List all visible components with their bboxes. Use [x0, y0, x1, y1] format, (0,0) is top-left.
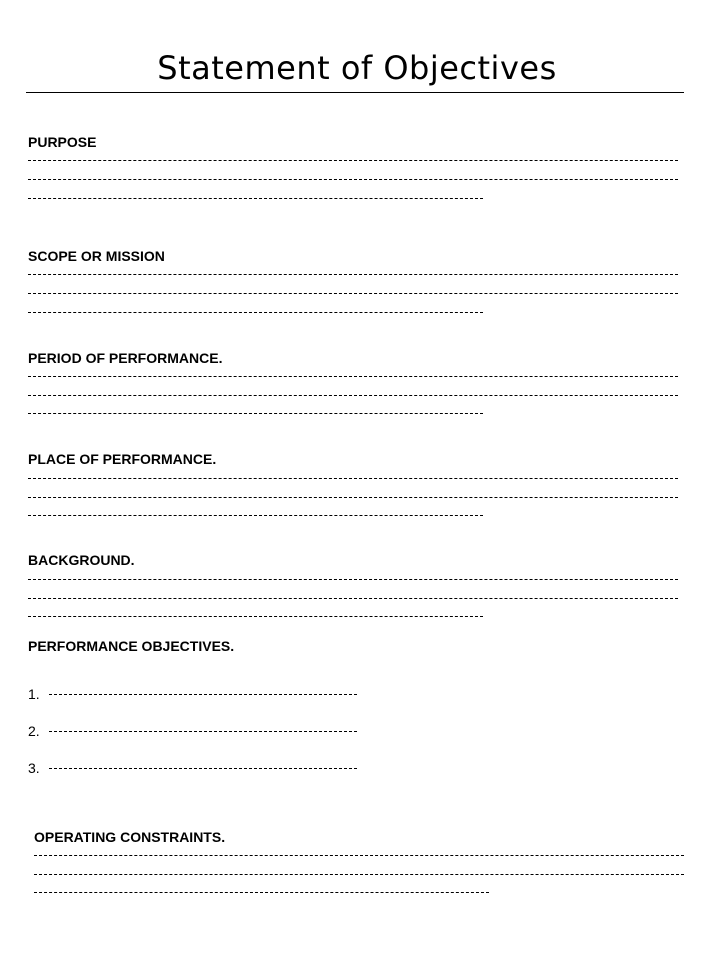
period-blank-line-1[interactable]: [28, 376, 678, 377]
place-blank-line-1[interactable]: [28, 478, 678, 479]
constraints-blank-line-2[interactable]: [34, 874, 684, 875]
purpose-blank-line-3[interactable]: [28, 198, 483, 199]
title-divider: [26, 92, 684, 93]
purpose-blank-line-2[interactable]: [28, 179, 678, 180]
constraints-blank-line-1[interactable]: [34, 855, 684, 856]
period-blank-line-3[interactable]: [28, 413, 483, 414]
constraints-blank-line-3[interactable]: [34, 892, 489, 893]
place-blank-line-2[interactable]: [28, 497, 678, 498]
purpose-blank-line-1[interactable]: [28, 160, 678, 161]
objective-number-3: 3.: [28, 760, 40, 776]
place-blank-line-3[interactable]: [28, 515, 483, 516]
objective-number-2: 2.: [28, 723, 40, 739]
section-heading-period: PERIOD OF PERFORMANCE.: [28, 350, 223, 366]
document-title: Statement of Objectives: [157, 49, 557, 87]
section-heading-objectives: PERFORMANCE OBJECTIVES.: [28, 638, 235, 654]
objective-blank-line-1[interactable]: [49, 694, 357, 695]
background-blank-line-2[interactable]: [28, 598, 678, 599]
section-heading-scope: SCOPE OR MISSION: [28, 248, 165, 264]
section-heading-background: BACKGROUND.: [28, 552, 135, 568]
period-blank-line-2[interactable]: [28, 395, 678, 396]
section-heading-purpose: PURPOSE: [28, 134, 97, 150]
objective-number-1: 1.: [28, 686, 40, 702]
background-blank-line-1[interactable]: [28, 579, 678, 580]
section-heading-constraints: OPERATING CONSTRAINTS.: [34, 829, 226, 845]
objective-blank-line-3[interactable]: [49, 768, 357, 769]
scope-blank-line-2[interactable]: [28, 293, 678, 294]
scope-blank-line-3[interactable]: [28, 312, 483, 313]
scope-blank-line-1[interactable]: [28, 274, 678, 275]
section-heading-place: PLACE OF PERFORMANCE.: [28, 451, 217, 467]
background-blank-line-3[interactable]: [28, 616, 483, 617]
objective-blank-line-2[interactable]: [49, 731, 357, 732]
